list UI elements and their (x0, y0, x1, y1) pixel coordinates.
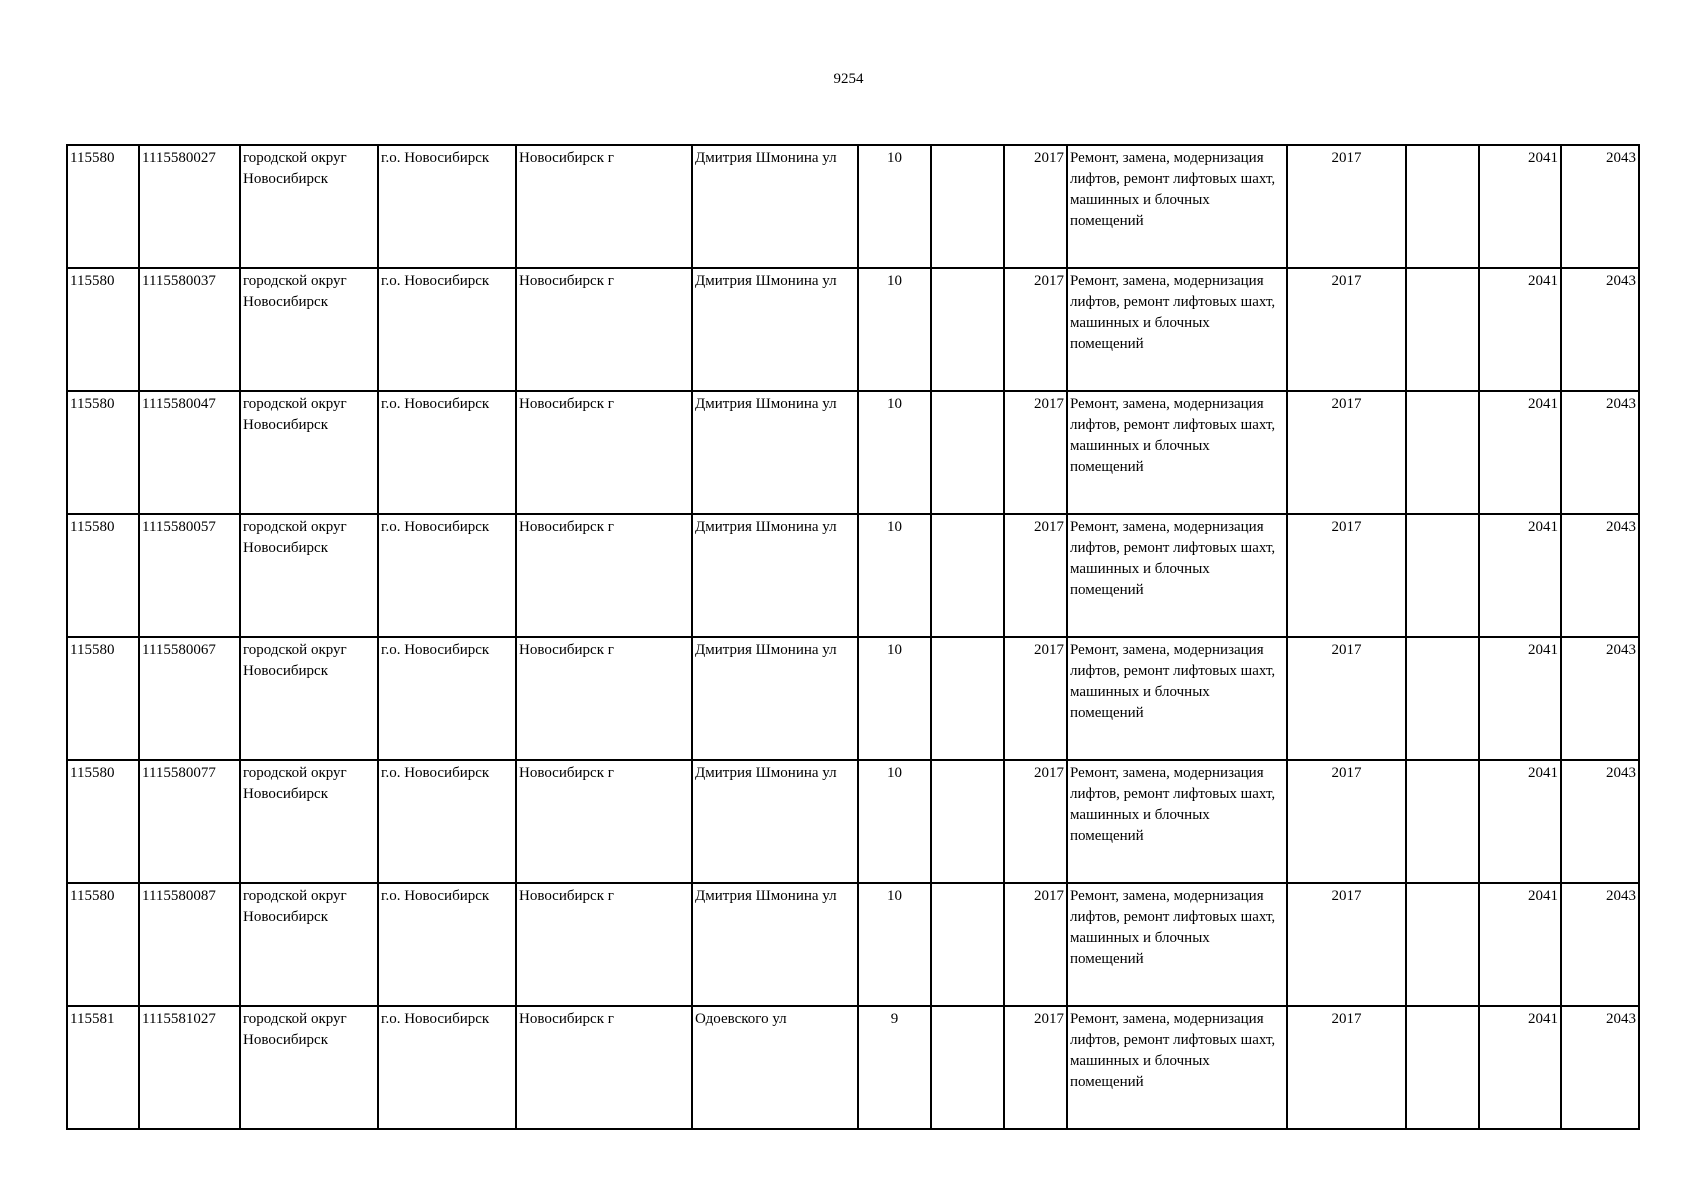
cell-year: 2017 (1004, 1006, 1067, 1129)
cell-year: 2041 (1479, 268, 1561, 391)
cell-year: 2041 (1479, 883, 1561, 1006)
cell-blank (1406, 883, 1479, 1006)
cell-code: 115580 (67, 637, 139, 760)
cell-code: 115580 (67, 145, 139, 268)
cell-blank (1406, 1006, 1479, 1129)
cell-city: Новосибирск г (516, 514, 692, 637)
cell-municipality: городской округ Новосибирск (240, 514, 378, 637)
cell-id: 1115580057 (139, 514, 240, 637)
page-number: 9254 (833, 71, 864, 87)
cell-district: г.о. Новосибирск (378, 391, 516, 514)
cell-street: Дмитрия Шмонина ул (692, 391, 858, 514)
cell-year: 2017 (1287, 145, 1406, 268)
cell-blank (1406, 760, 1479, 883)
cell-year: 2041 (1479, 760, 1561, 883)
cell-id: 1115580047 (139, 391, 240, 514)
cell-id: 1115580037 (139, 268, 240, 391)
cell-year: 2017 (1287, 760, 1406, 883)
cell-house: 10 (858, 514, 931, 637)
cell-work-type: Ремонт, замена, модернизация лифтов, ремонт лифтовых шахт, машинных и блочных помещений (1067, 145, 1287, 268)
cell-code: 115580 (67, 391, 139, 514)
cell-year: 2043 (1561, 1006, 1639, 1129)
table-row (67, 268, 1639, 391)
cell-code: 115581 (67, 1006, 139, 1129)
cell-id: 1115581027 (139, 1006, 240, 1129)
cell-city: Новосибирск г (516, 145, 692, 268)
cell-blank (931, 760, 1004, 883)
cell-district: г.о. Новосибирск (378, 883, 516, 1006)
cell-district: г.о. Новосибирск (378, 268, 516, 391)
cell-house: 10 (858, 637, 931, 760)
cell-municipality: городской округ Новосибирск (240, 1006, 378, 1129)
cell-year: 2017 (1004, 268, 1067, 391)
cell-id: 1115580077 (139, 760, 240, 883)
cell-municipality: городской округ Новосибирск (240, 760, 378, 883)
cell-city: Новосибирск г (516, 637, 692, 760)
cell-work-type: Ремонт, замена, модернизация лифтов, ремонт лифтовых шахт, машинных и блочных помещений (1067, 637, 1287, 760)
cell-blank (931, 145, 1004, 268)
cell-city: Новосибирск г (516, 268, 692, 391)
cell-municipality: городской округ Новосибирск (240, 637, 378, 760)
cell-work-type: Ремонт, замена, модернизация лифтов, ремонт лифтовых шахт, машинных и блочных помещений (1067, 514, 1287, 637)
cell-blank (931, 637, 1004, 760)
cell-code: 115580 (67, 883, 139, 1006)
cell-street: Дмитрия Шмонина ул (692, 760, 858, 883)
cell-year: 2043 (1561, 883, 1639, 1006)
cell-blank (931, 883, 1004, 1006)
cell-year: 2017 (1287, 1006, 1406, 1129)
cell-year: 2017 (1004, 391, 1067, 514)
cell-district: г.о. Новосибирск (378, 145, 516, 268)
cell-year: 2017 (1004, 760, 1067, 883)
cell-id: 1115580027 (139, 145, 240, 268)
table-row (67, 883, 1639, 1006)
cell-blank (1406, 268, 1479, 391)
cell-year: 2041 (1479, 391, 1561, 514)
cell-id: 1115580067 (139, 637, 240, 760)
cell-work-type: Ремонт, замена, модернизация лифтов, ремонт лифтовых шахт, машинных и блочных помещений (1067, 883, 1287, 1006)
cell-work-type: Ремонт, замена, модернизация лифтов, ремонт лифтовых шахт, машинных и блочных помещений (1067, 391, 1287, 514)
cell-blank (931, 514, 1004, 637)
cell-blank (931, 1006, 1004, 1129)
cell-code: 115580 (67, 514, 139, 637)
cell-year: 2017 (1004, 637, 1067, 760)
cell-city: Новосибирск г (516, 1006, 692, 1129)
cell-year: 2017 (1004, 145, 1067, 268)
cell-street: Дмитрия Шмонина ул (692, 268, 858, 391)
cell-code: 115580 (67, 268, 139, 391)
cell-district: г.о. Новосибирск (378, 1006, 516, 1129)
table-body (67, 145, 1639, 1129)
cell-street: Дмитрия Шмонина ул (692, 514, 858, 637)
cell-blank (931, 268, 1004, 391)
cell-municipality: городской округ Новосибирск (240, 268, 378, 391)
cell-year: 2041 (1479, 514, 1561, 637)
cell-house: 10 (858, 883, 931, 1006)
cell-city: Новосибирск г (516, 760, 692, 883)
cell-year: 2043 (1561, 268, 1639, 391)
cell-house: 10 (858, 268, 931, 391)
table-row (67, 145, 1639, 268)
cell-house: 9 (858, 1006, 931, 1129)
cell-street: Дмитрия Шмонина ул (692, 883, 858, 1006)
cell-work-type: Ремонт, замена, модернизация лифтов, ремонт лифтовых шахт, машинных и блочных помещений (1067, 760, 1287, 883)
cell-year: 2043 (1561, 637, 1639, 760)
cell-blank (1406, 391, 1479, 514)
cell-year: 2043 (1561, 145, 1639, 268)
cell-code: 115580 (67, 760, 139, 883)
cell-street: Дмитрия Шмонина ул (692, 637, 858, 760)
cell-work-type: Ремонт, замена, модернизация лифтов, ремонт лифтовых шахт, машинных и блочных помещений (1067, 268, 1287, 391)
cell-blank (1406, 145, 1479, 268)
cell-year: 2017 (1004, 883, 1067, 1006)
cell-year: 2017 (1287, 514, 1406, 637)
cell-city: Новосибирск г (516, 883, 692, 1006)
table-row (67, 514, 1639, 637)
cell-year: 2017 (1004, 514, 1067, 637)
cell-street: Одоевского ул (692, 1006, 858, 1129)
cell-municipality: городской округ Новосибирск (240, 391, 378, 514)
cell-year: 2043 (1561, 760, 1639, 883)
cell-house: 10 (858, 145, 931, 268)
cell-municipality: городской округ Новосибирск (240, 145, 378, 268)
cell-work-type: Ремонт, замена, модернизация лифтов, ремонт лифтовых шахт, машинных и блочных помещений (1067, 1006, 1287, 1129)
cell-district: г.о. Новосибирск (378, 637, 516, 760)
cell-id: 1115580087 (139, 883, 240, 1006)
cell-year: 2017 (1287, 268, 1406, 391)
cell-year: 2041 (1479, 637, 1561, 760)
cell-house: 10 (858, 391, 931, 514)
cell-blank (931, 391, 1004, 514)
cell-year: 2041 (1479, 1006, 1561, 1129)
table-row (67, 1006, 1639, 1129)
cell-year: 2017 (1287, 637, 1406, 760)
cell-district: г.о. Новосибирск (378, 514, 516, 637)
table-row (67, 760, 1639, 883)
registry-table (66, 144, 1640, 1130)
cell-city: Новосибирск г (516, 391, 692, 514)
cell-year: 2017 (1287, 883, 1406, 1006)
cell-blank (1406, 637, 1479, 760)
cell-year: 2041 (1479, 145, 1561, 268)
table-row (67, 637, 1639, 760)
cell-municipality: городской округ Новосибирск (240, 883, 378, 1006)
cell-year: 2043 (1561, 514, 1639, 637)
cell-street: Дмитрия Шмонина ул (692, 145, 858, 268)
table-row (67, 391, 1639, 514)
cell-year: 2043 (1561, 391, 1639, 514)
cell-year: 2017 (1287, 391, 1406, 514)
cell-blank (1406, 514, 1479, 637)
cell-house: 10 (858, 760, 931, 883)
cell-district: г.о. Новосибирск (378, 760, 516, 883)
